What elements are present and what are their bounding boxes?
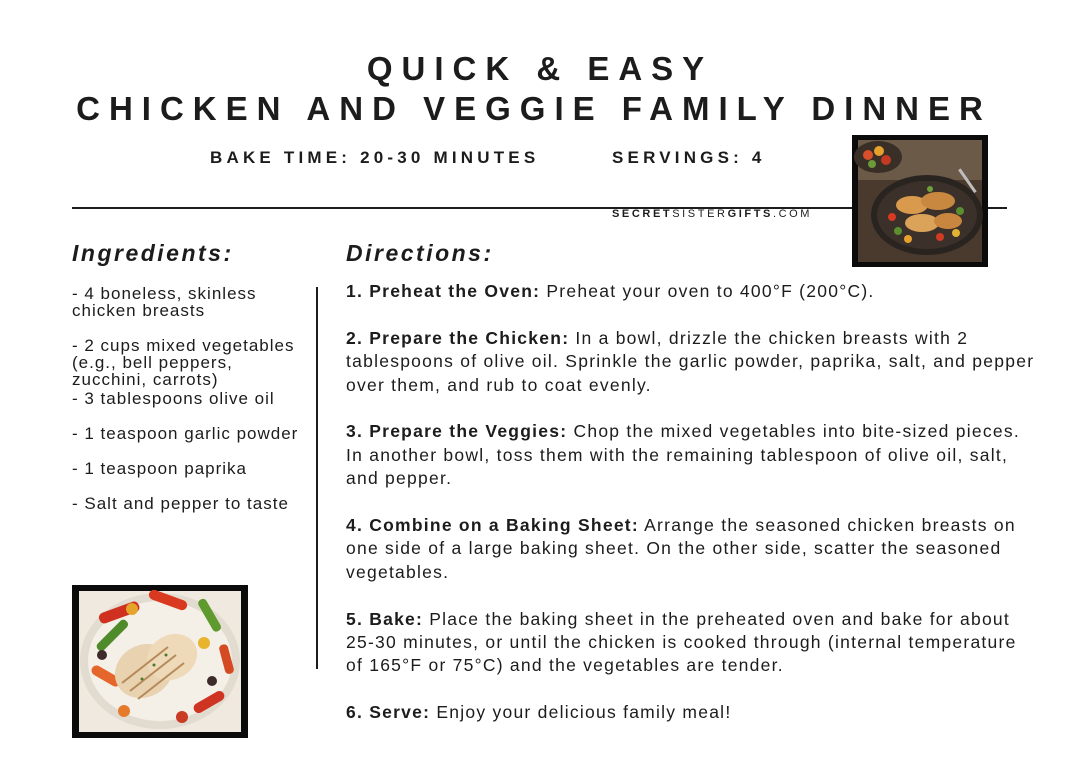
servings: SERVINGS: 4 [612, 148, 766, 167]
step-text: Place the baking sheet in the preheated oven and bake for about 25-30 minutes, or until the chicken is cooked through (internal temperature of 165°F or 75°C) and the vegetables are tender. [346, 608, 1017, 676]
site-suffix: .COM [772, 208, 813, 220]
ingredient-item: - 1 teaspoon garlic powder [72, 424, 299, 443]
step-label: 5. Bake: [346, 608, 424, 629]
website-credit [612, 208, 812, 220]
recipe-title-line-2: CHICKEN AND VEGGIE FAMILY DINNER [76, 90, 992, 127]
step-text: Chop the mixed vegetables into bite-sized pieces. In another bowl, toss them with the remaining tablespoon of olive oil, salt, and pepper. [346, 421, 1020, 489]
ingredients-heading: Ingredients: [72, 240, 234, 266]
site-middle: SISTER [672, 208, 728, 220]
ingredient-item: - 2 cups mixed vegetables (e.g., bell peppers, zucchini, carrots) [72, 336, 295, 389]
step-label: 3. Prepare the Veggies: [346, 421, 568, 442]
step-label: 2. Prepare the Chicken: [346, 327, 570, 348]
direction-step [346, 701, 1036, 724]
ingredient-item: - 4 boneless, skinless chicken breasts [72, 284, 257, 320]
chicken-veggie-pan-photo [852, 135, 988, 267]
direction-step [346, 420, 1036, 490]
step-label: 1. Preheat the Oven: [346, 281, 541, 301]
ingredient-item: - 3 tablespoons olive oil [72, 389, 275, 408]
step-text: Enjoy your delicious family meal! [430, 702, 732, 723]
directions-list [346, 280, 1036, 748]
site-prefix: SECRET [612, 208, 673, 220]
step-text: In a bowl, drizzle the chicken breasts with 2 tablespoons of olive oil. Sprinkle the garlic powder, paprika, salt, and pepper over them, and rub to coat evenly. [346, 327, 1035, 395]
directions-heading: Directions: [346, 240, 494, 266]
chicken-veggie-plate-photo [72, 585, 248, 738]
step-text: Preheat your oven to 400°F (200°C). [540, 281, 875, 301]
direction-step [346, 514, 1036, 584]
ingredient-item: - 1 teaspoon paprika [72, 459, 247, 478]
direction-step [346, 608, 1036, 678]
direction-step [346, 327, 1036, 397]
step-label: 6. Serve: [346, 702, 431, 723]
step-label: 4. Combine on a Baking Sheet: [346, 515, 639, 536]
step-text: Arrange the seasoned chicken breasts on one side of a large baking sheet. On the other side, scatter the seasoned vegetables. [346, 515, 1016, 582]
ingredient-item: - Salt and pepper to taste [72, 494, 289, 513]
column-divider [316, 287, 318, 669]
bake-time: BAKE TIME: 20-30 MINUTES [210, 148, 540, 167]
direction-step [346, 280, 1036, 303]
ingredients-list [72, 285, 312, 530]
site-bold: GIFTS [727, 208, 773, 220]
recipe-title-line-1: QUICK & EASY [366, 50, 714, 87]
